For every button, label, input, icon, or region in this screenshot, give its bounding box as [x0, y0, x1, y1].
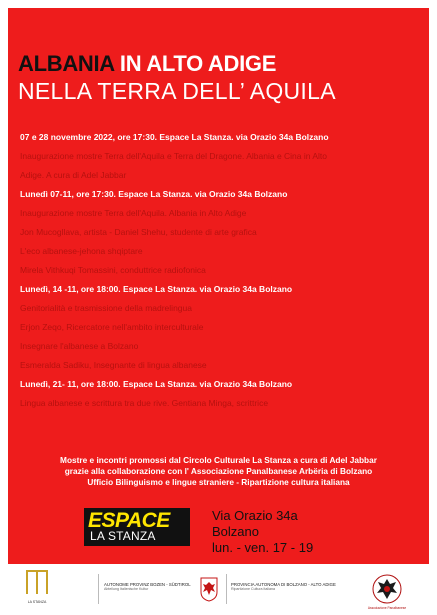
- poster-title: [18, 52, 276, 76]
- logo-stanza-text: LA STANZA: [90, 529, 156, 543]
- event-detail-line: L'eco albanese-jehona shqiptare: [20, 246, 143, 256]
- promo-text: [8, 455, 429, 488]
- sponsor-footer: [0, 566, 437, 615]
- logo-espace-text: ESPACE: [88, 509, 170, 532]
- promo-line: Mostre e incontri promossi dal Circolo Culturale La Stanza a cura di Adel Jabbar: [60, 455, 377, 465]
- province-de-text: [104, 582, 191, 592]
- event-detail-line: Lingua albanese e scrittura tra due rive. Gentiana Minga, scrittrice: [20, 398, 269, 408]
- event-detail-line: Mirela Vithkuqi Tomassini, conduttrice radiofonica: [20, 265, 206, 275]
- event-detail-line: Inaugurazione mostre Terra dell'Aquila. Albania in Alto Adige: [20, 208, 247, 218]
- tyrolean-eagle-icon: [200, 576, 218, 602]
- event-date-line: Lunedì, 14 -11, ore 18:00. Espace La Stanza. via Orazio 34a Bolzano: [20, 284, 293, 294]
- province-de-line1: AUTONOME PROVINZ BOZEN - SÜDTIROL: [104, 582, 191, 587]
- association-caption: LA STANZA: [27, 600, 47, 604]
- event-detail-line: Genitorialità e trasmissione della madrelingua: [20, 303, 192, 313]
- event-detail-line: Esmeralda Sadiku, Insegnante di lingua albanese: [20, 360, 207, 370]
- divider: [98, 574, 99, 604]
- address-hours: lun. - ven. 17 - 19: [212, 540, 314, 555]
- province-it-line1: PROVINCIA AUTONOMA DI BOLZANO - ALTO ADIGE: [231, 582, 336, 587]
- la-stanza-association-logo: [20, 570, 54, 608]
- event-date-line: Lunedì, 21- 11, ore 18:00. Espace La Stanza. via Orazio 34a Bolzano: [20, 379, 293, 389]
- poster: [8, 8, 429, 564]
- event-detail-line: Inaugurazione mostre Terra dell'Aquila e Terra del Dragone. Albania e Cina in Alto: [20, 151, 328, 161]
- event-detail-line: Insegnare l'albanese a Bolzano: [20, 341, 139, 351]
- province-de-line2: Abteilung Italienische Kultur: [104, 587, 149, 591]
- venue-address: [212, 508, 313, 556]
- tt-mark-icon: [26, 570, 48, 594]
- event-date-line: Lunedì 07-11, ore 17:30. Espace La Stanza. via Orazio 34a Bolzano: [20, 189, 288, 199]
- divider: [226, 574, 227, 604]
- event-detail-line: Erjon Zeqo, Ricercatore nell'ambito interculturale: [20, 322, 204, 332]
- event-detail-line: Jon Mucogllava, artista - Daniel Shehu, studente di arte grafica: [20, 227, 257, 237]
- province-it-line2: Ripartizione Cultura italiana: [231, 587, 275, 591]
- promo-line: Ufficio Bilinguismo e lingue straniere - Ripartizione cultura italiana: [87, 477, 350, 487]
- poster-subtitle: NELLA TERRA DELL’ AQUILA: [18, 78, 336, 104]
- promo-line: grazie alla collaborazione con l' Associazione Panalbanese Arbëria di Bolzano: [64, 466, 373, 476]
- title-in-alto-adige: IN ALTO ADIGE: [119, 51, 277, 76]
- program-list: [20, 132, 424, 417]
- event-detail-line: Adige. A cura di Adel Jabbar: [20, 170, 127, 180]
- event-date-line: 07 e 28 novembre 2022, ore 17:30. Espace La Stanza. via Orazio 34a Bolzano: [20, 132, 329, 142]
- title-albania: ALBANIA: [18, 51, 115, 76]
- arberia-eagle-icon: [372, 574, 402, 608]
- address-city: Bolzano: [212, 524, 259, 539]
- province-it-text: [231, 582, 336, 592]
- espace-la-stanza-logo: [84, 508, 190, 546]
- address-street: Via Orazio 34a: [212, 508, 298, 523]
- arberia-caption: Associazione Panalbanese: [367, 606, 407, 610]
